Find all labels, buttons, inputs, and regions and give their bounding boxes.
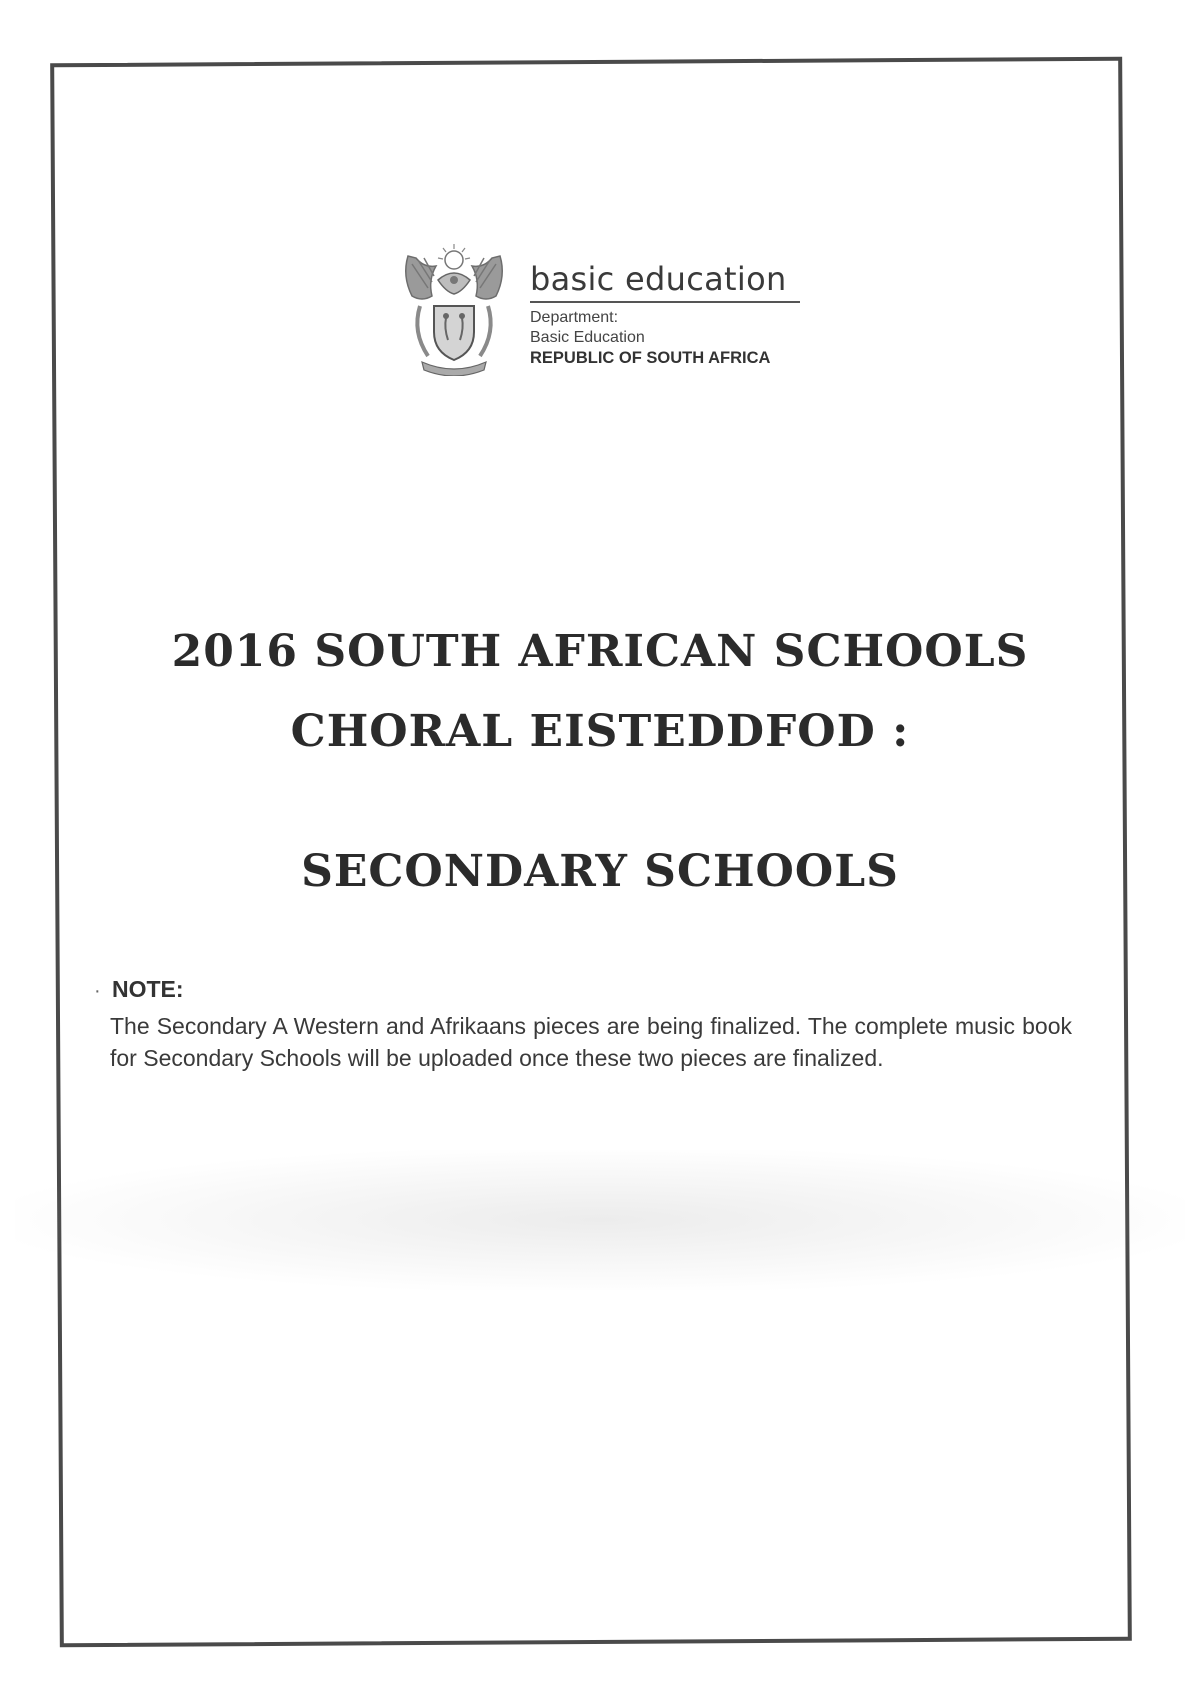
note-bullet: · bbox=[94, 980, 101, 1002]
title-line-2: CHORAL EISTEDDFOD : bbox=[290, 706, 910, 757]
note-heading: NOTE: bbox=[112, 976, 184, 1002]
document-subtitle: SECONDARY SCHOOLS bbox=[301, 846, 899, 897]
department-name-block bbox=[530, 260, 800, 368]
department-brand-text: basic education bbox=[530, 260, 800, 303]
department-header bbox=[398, 236, 818, 376]
document-title bbox=[80, 612, 1120, 772]
department-label: Department: bbox=[530, 309, 619, 326]
coat-of-arms-icon bbox=[398, 236, 510, 376]
country-name: REPUBLIC OF SOUTH AFRICA bbox=[530, 349, 771, 367]
note-body: The Secondary A Western and Afrikaans pieces are being finalized. The complete music book for Secondary Schools will be uploaded once these two pieces are finalized. bbox=[110, 1013, 1072, 1071]
department-name: Basic Education bbox=[530, 329, 645, 346]
title-line-1: 2016 SOUTH AFRICAN SCHOOLS bbox=[171, 626, 1029, 677]
